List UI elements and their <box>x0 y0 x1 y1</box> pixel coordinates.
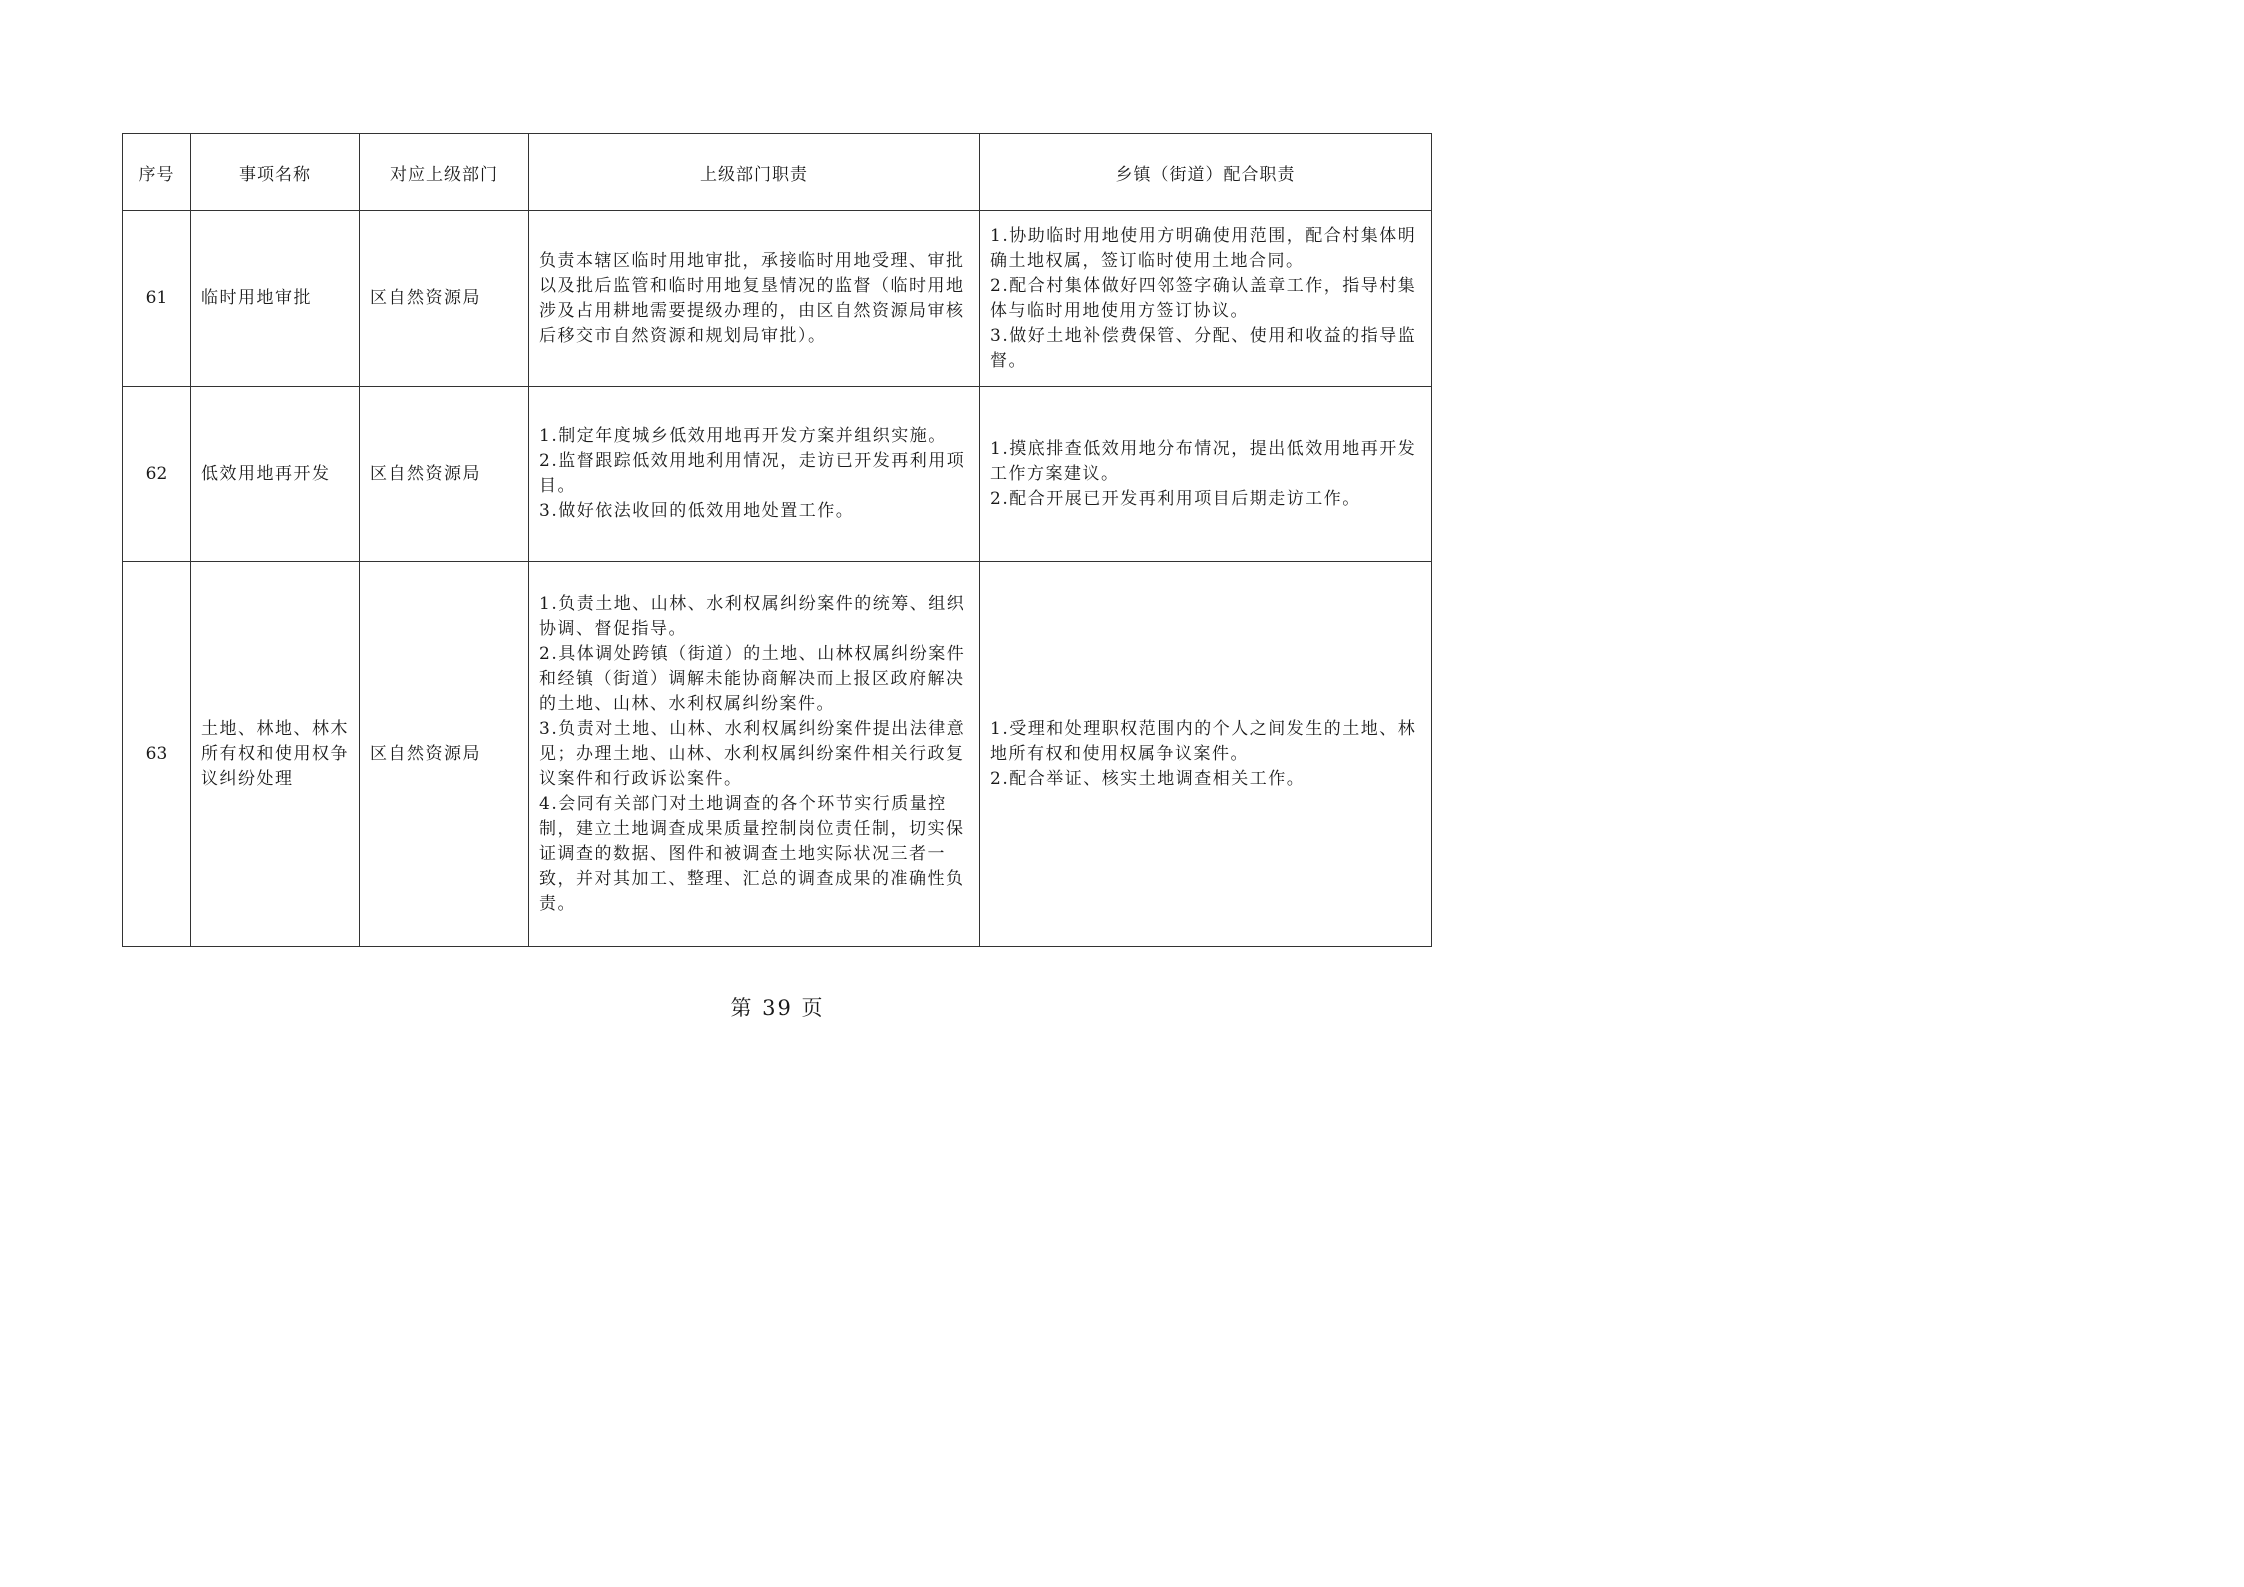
duty-line: 1.制定年度城乡低效用地再开发方案并组织实施。 <box>539 426 947 446</box>
table-row <box>123 211 1432 387</box>
duty-line: 2.配合村集体做好四邻签字确认盖章工作，指导村集体与临时用地使用方签订协议。 <box>990 275 1417 321</box>
header-item-name: 事项名称 <box>191 134 360 211</box>
duty-line: 2.具体调处跨镇（街道）的土地、山林权属纠纷案件和经镇（街道）调解未能协商解决而上报区政府解决的土地、山林、水利权属纠纷案件。 <box>539 643 966 714</box>
page-number: 第 39 页 <box>730 996 825 1020</box>
duty-line: 2.配合开展已开发再利用项目后期走访工作。 <box>990 488 1361 509</box>
item-name: 低效用地再开发 <box>191 387 360 562</box>
duty-line: 1.负责土地、山林、水利权属纠纷案件的统筹、组织协调、督促指导。 <box>539 593 966 639</box>
table-row <box>123 387 1432 562</box>
duty-line: 1.协助临时用地使用方明确使用范围，配合村集体明确土地权属，签订临时使用土地合同。 <box>990 225 1417 271</box>
item-name: 临时用地审批 <box>191 211 360 387</box>
duty-line: 1.摸底排查低效用地分布情况，提出低效用地再开发工作方案建议。 <box>990 438 1417 484</box>
header-town-duties: 乡镇（街道）配合职责 <box>980 134 1432 211</box>
table-header-row <box>123 134 1432 211</box>
duty-line: 负责本辖区临时用地审批，承接临时用地受理、审批以及批后监管和临时用地复垦情况的监督（临时用地涉及占用耕地需要提级办理的，由区自然资源局审核后移交市自然资源和规划局审批）。 <box>539 250 965 346</box>
duty-line: 3.负责对土地、山林、水利权属纠纷案件提出法律意见；办理土地、山林、水利权属纠纷案件相关行政复议案件和行政诉讼案件。 <box>539 718 966 789</box>
item-name: 土地、林地、林木所有权和使用权争议纠纷处理 <box>191 562 360 947</box>
duty-line: 3.做好依法收回的低效用地处置工作。 <box>539 501 855 521</box>
header-department: 对应上级部门 <box>360 134 529 211</box>
duty-line: 3.做好土地补偿费保管、分配、使用和收益的指导监督。 <box>990 325 1417 371</box>
header-no: 序号 <box>123 134 191 211</box>
department: 区自然资源局 <box>360 387 529 562</box>
duty-line: 2.监督跟踪低效用地利用情况，走访已开发再利用项目。 <box>539 451 966 496</box>
row-number: 62 <box>123 387 191 562</box>
table-row <box>123 562 1432 947</box>
duty-line: 4.会同有关部门对土地调查的各个环节实行质量控制，建立土地调查成果质量控制岗位责任制，切实保证调查的数据、图件和被调查土地实际状况三者一致，并对其加工、整理、汇总的调查成果的准确性负责。 <box>539 793 965 914</box>
town-duties <box>980 211 1432 387</box>
row-number: 63 <box>123 562 191 947</box>
town-duties <box>980 562 1432 947</box>
upper-duties <box>529 562 980 947</box>
document-page <box>0 0 1555 1100</box>
department: 区自然资源局 <box>360 562 529 947</box>
town-duties <box>980 387 1432 562</box>
duty-line: 2.配合举证、核实土地调查相关工作。 <box>990 768 1306 789</box>
row-number: 61 <box>123 211 191 387</box>
department: 区自然资源局 <box>360 211 529 387</box>
duty-line: 1.受理和处理职权范围内的个人之间发生的土地、林地所有权和使用权属争议案件。 <box>990 718 1417 764</box>
upper-duties <box>529 211 980 387</box>
upper-duties <box>529 387 980 562</box>
header-upper-duties: 上级部门职责 <box>529 134 980 211</box>
duty-table <box>122 133 1432 947</box>
